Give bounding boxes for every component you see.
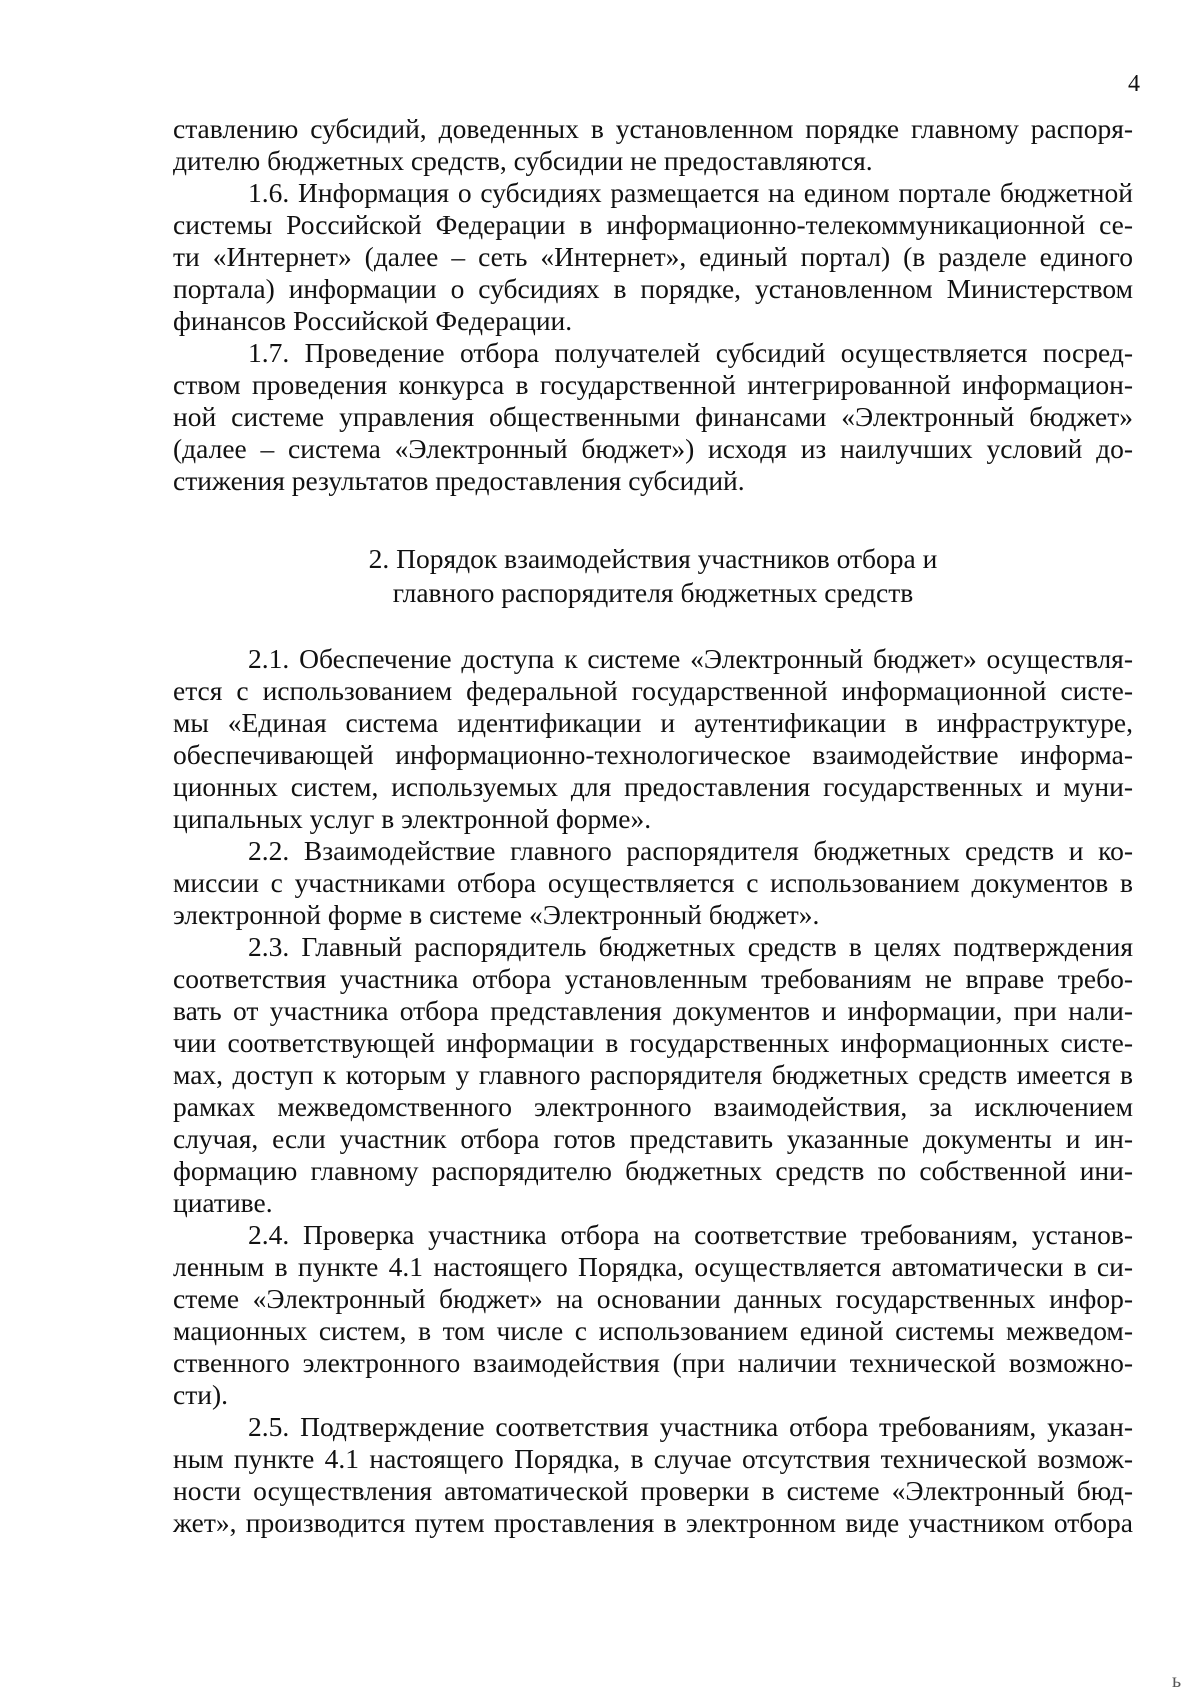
paragraph-line: соответствия участника отбора установленным требованиям не вправе требо- <box>173 963 1133 994</box>
paragraph-line: ти «Интернет» (далее – сеть «Интернет», единый портал) (в разделе единого <box>173 241 1133 272</box>
paragraph-line: ционных систем, используемых для предоставления государственных и муни- <box>173 771 1133 802</box>
paragraph-line: чии соответствующей информации в государственных информационных систе- <box>173 1027 1133 1058</box>
paragraph-line: ности осуществления автоматической проверки в системе «Электронный бюд- <box>173 1475 1133 1506</box>
paragraph-line: формацию главному распорядителю бюджетных средств по собственной ини- <box>173 1155 1133 1186</box>
paragraph-line: циативе. <box>173 1187 273 1218</box>
paragraph-line: ной системе управления общественными финансами «Электронный бюджет» <box>173 401 1133 432</box>
paragraph-line: ством проведения конкурса в государственной интегрированной информацион- <box>173 369 1133 400</box>
paragraph-line: миссии с участниками отбора осуществляется с использованием документов в <box>173 867 1133 898</box>
paragraph-line: мы «Единая система идентификации и аутентификации в инфраструктуре, <box>173 707 1133 738</box>
paragraph-line: мационных систем, в том числе с использованием единой системы межведом- <box>173 1315 1133 1346</box>
paragraph-line: 2.3. Главный распорядитель бюджетных средств в целях подтверждения <box>248 931 1133 962</box>
paragraph-line: 2.2. Взаимодействие главного распорядителя бюджетных средств и ко- <box>248 835 1133 866</box>
paragraph-line: (далее – система «Электронный бюджет») исходя из наилучших условий до- <box>173 433 1133 464</box>
paragraph-line: 2.5. Подтверждение соответствия участника отбора требованиям, указан- <box>248 1411 1133 1442</box>
paragraph-line: финансов Российской Федерации. <box>173 305 573 336</box>
section-heading-line-2: главного распорядителя бюджетных средств <box>392 577 914 608</box>
section-heading-line-1: 2. Порядок взаимодействия участников отбора и <box>368 543 938 574</box>
paragraph-line: рамках межведомственного электронного взаимодействия, за исключением <box>173 1091 1133 1122</box>
paragraph-line: стижения результатов предоставления субсидий. <box>173 465 745 496</box>
paragraph-line: ленным в пункте 4.1 настоящего Порядка, осуществляется автоматически в си- <box>173 1251 1133 1282</box>
paragraph-line: жет», производится путем проставления в электронном виде участником отбора <box>173 1507 1133 1538</box>
paragraph-line: ципальных услуг в электронной форме». <box>173 803 652 834</box>
paragraph-line: вать от участника отбора представления документов и информации, при нали- <box>173 995 1133 1026</box>
paragraph-line: 1.7. Проведение отбора получателей субсидий осуществляется посред- <box>248 337 1133 368</box>
paragraph-line: обеспечивающей информационно-технологическое взаимодействие информа- <box>173 739 1133 770</box>
paragraph-line: ственного электронного взаимодействия (при наличии технической возможно- <box>173 1347 1133 1378</box>
paragraph-line: мах, доступ к которым у главного распорядителя бюджетных средств имеется в <box>173 1059 1133 1090</box>
paragraph-line: 1.6. Информация о субсидиях размещается на едином портале бюджетной <box>248 177 1133 208</box>
paragraph-line: сти). <box>173 1379 228 1410</box>
paragraph-line: ставлению субсидий, доведенных в установленном порядке главному распоря- <box>173 113 1133 144</box>
paragraph-line: случая, если участник отбора готов представить указанные документы и ин- <box>173 1123 1133 1154</box>
paragraph-line: 2.4. Проверка участника отбора на соответствие требованиям, установ- <box>248 1219 1133 1250</box>
paragraph-line: ется с использованием федеральной государственной информационной систе- <box>173 675 1133 706</box>
paragraph-line: стеме «Электронный бюджет» на основании данных государственных инфор- <box>173 1283 1133 1314</box>
paragraph-line: 2.1. Обеспечение доступа к системе «Электронный бюджет» осуществля- <box>248 643 1133 674</box>
paragraph-line: дителю бюджетных средств, субсидии не предоставляются. <box>173 145 873 176</box>
paragraph-line: электронной форме в системе «Электронный бюджет». <box>173 899 820 930</box>
paragraph-line: портала) информации о субсидиях в порядке, установленном Министерством <box>173 273 1133 304</box>
scan-corner-mark: ь <box>1172 1670 1182 1692</box>
paragraph-line: ным пункте 4.1 настоящего Порядка, в случае отсутствия технической возмож- <box>173 1443 1133 1474</box>
page-number: 4 <box>1128 71 1140 97</box>
paragraph-line: системы Российской Федерации в информационно-телекоммуникационной се- <box>173 209 1133 240</box>
